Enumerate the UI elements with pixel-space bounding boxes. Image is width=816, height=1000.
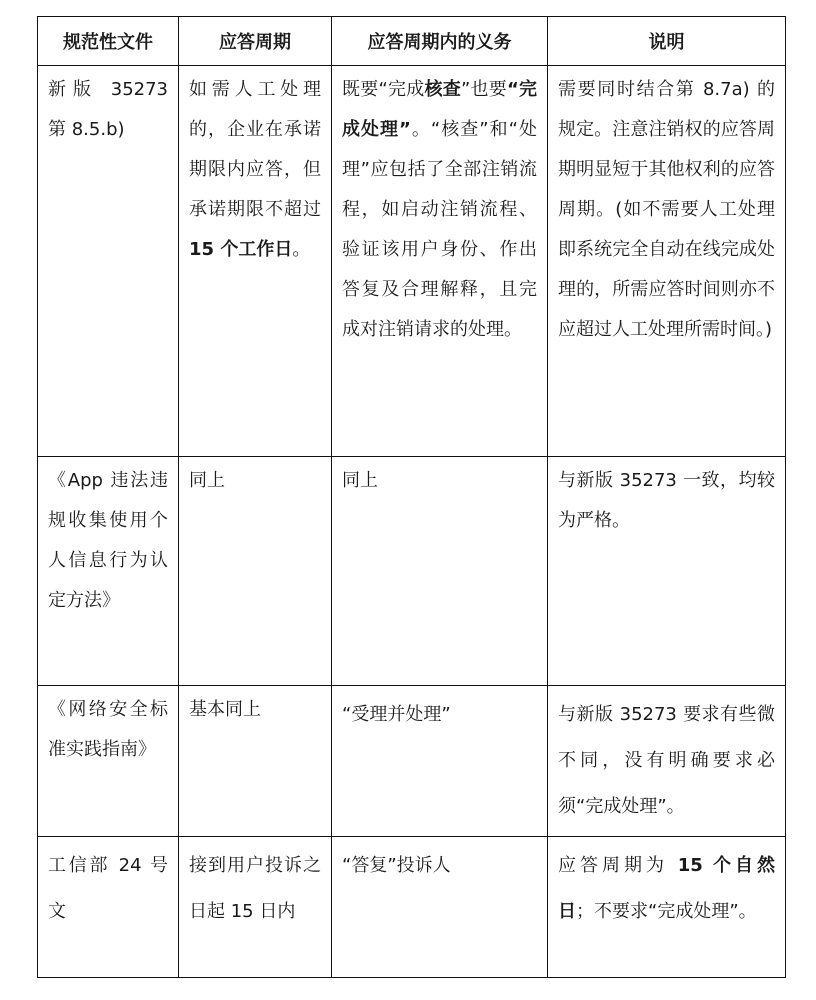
period-text: 同上 — [189, 470, 225, 491]
text-run: 。“核查”和“处理”应包括了全部注销流程，如启动注销流程、验证该用户身份、作出答复及合理解释，且完成对注销请求的处理。 — [342, 119, 537, 340]
header-document: 规范性文件 — [38, 17, 179, 66]
table-row — [38, 66, 786, 457]
cell-note — [548, 837, 786, 978]
text-run: 。 — [292, 239, 311, 260]
cell-obligation — [332, 66, 548, 457]
period-text — [179, 66, 331, 272]
note-text: 与新版 35273 一致，均较为严格。 — [558, 470, 775, 531]
bold-text-run: “完成处理” — [342, 79, 538, 140]
document-text: 工信部 24 号文 — [48, 855, 168, 922]
note-text — [548, 837, 785, 937]
bold-text-run: 15 个工作日 — [189, 239, 293, 260]
header-response-period: 应答周期 — [179, 17, 332, 66]
obligation-text: “答复”投诉人 — [342, 855, 451, 876]
text-run: 应答周期为 — [558, 855, 678, 876]
obligation-text: “受理并处理” — [342, 704, 451, 725]
document-text: 《网络安全标准实践指南》 — [48, 699, 168, 760]
text-run: 如需人工处理的，企业在承诺期限内应答，但承诺期限不超过 — [189, 79, 321, 220]
cell-period — [179, 66, 332, 457]
obligation-text: 同上 — [342, 470, 378, 491]
cell-period — [179, 457, 332, 686]
text-run: ”也要 — [460, 79, 507, 100]
text-run: ；不要求“完成处理”。 — [576, 901, 757, 922]
document-text: 新版 35273 第 8.5.b) — [48, 79, 168, 140]
cell-document — [38, 457, 179, 686]
text-run: 既要“完成 — [342, 79, 425, 100]
header-obligation: 应答周期内的义务 — [332, 17, 548, 66]
period-text: 基本同上 — [189, 699, 261, 720]
bold-text-run: 15 个自然日 — [558, 855, 775, 922]
cell-obligation — [332, 457, 548, 686]
cell-note — [548, 66, 786, 457]
cell-document — [38, 837, 179, 978]
note-text: 与新版 35273 要求有些微不同，没有明确要求必须“完成处理”。 — [558, 704, 775, 817]
cell-period — [179, 686, 332, 837]
cell-period — [179, 837, 332, 978]
bold-text-run: 核查 — [424, 79, 461, 100]
cell-obligation — [332, 837, 548, 978]
note-text: 需要同时结合第 8.7a) 的规定。注意注销权的应答周期明显短于其他权利的应答周期。(如不需要人工处理即系统完全自动在线完成处理的，所需应答时间则亦不应超过人工处理所需时间。) — [558, 79, 775, 340]
period-text: 接到用户投诉之日起 15 日内 — [189, 855, 321, 922]
document-text: 《App 违法违规收集使用个人信息行为认定方法》 — [48, 470, 168, 611]
table-row — [38, 837, 786, 978]
cell-obligation — [332, 686, 548, 837]
regulation-table — [37, 16, 786, 978]
obligation-text — [332, 66, 547, 352]
table-row — [38, 686, 786, 837]
table-row — [38, 457, 786, 686]
cell-note — [548, 686, 786, 837]
header-note: 说明 — [548, 17, 786, 66]
cell-document — [38, 686, 179, 837]
cell-document — [38, 66, 179, 457]
table-header-row — [38, 17, 786, 66]
cell-note — [548, 457, 786, 686]
